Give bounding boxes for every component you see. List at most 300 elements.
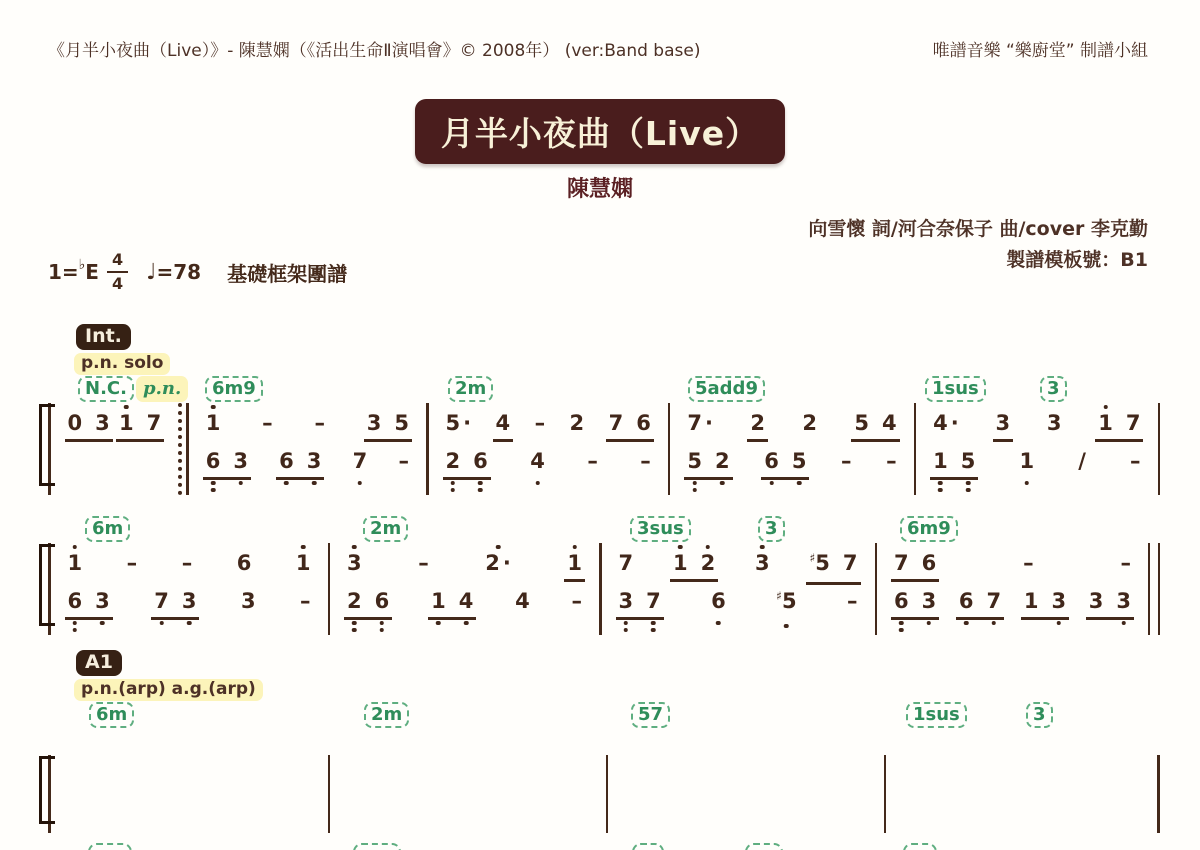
digit: – — [418, 551, 429, 575]
melody-row — [330, 551, 599, 585]
note-group — [637, 449, 654, 480]
digit: 3 — [1051, 589, 1067, 613]
augmentation-dot: · — [704, 411, 713, 435]
note-group — [569, 589, 586, 620]
note-digit — [933, 411, 959, 436]
octave-dots-below — [284, 478, 289, 485]
note-digit — [1098, 411, 1113, 436]
note-group — [395, 449, 412, 480]
section-label: A1 — [76, 650, 122, 676]
melody-row — [916, 411, 1157, 445]
digit: 2 — [445, 449, 461, 473]
note-digit — [854, 411, 869, 436]
note-digit — [882, 411, 897, 436]
note-digit — [459, 589, 474, 614]
note-digit — [68, 411, 83, 436]
note-digit — [922, 589, 937, 614]
digit: 4 — [515, 589, 530, 613]
note-digit — [95, 589, 110, 614]
octave-dot — [73, 545, 78, 550]
note-digit — [485, 551, 511, 576]
digit: – — [181, 551, 193, 575]
note-digit — [375, 589, 390, 614]
staff-line — [48, 403, 1160, 495]
digit: 5 — [791, 449, 807, 473]
quarter-note-icon: ♩ — [146, 259, 157, 285]
note-digit — [206, 449, 221, 474]
digit: 2 — [569, 411, 585, 435]
octave-dots-below — [938, 478, 943, 492]
chord-chip: 2m — [364, 702, 409, 728]
note-digit — [922, 551, 937, 576]
note-digit — [619, 589, 634, 614]
digit: 1 — [1023, 589, 1039, 613]
song-title-badge: 月半小夜曲（Live） — [415, 99, 785, 164]
note-group — [415, 551, 432, 582]
octave-dots-above — [352, 545, 357, 551]
octave-dot — [769, 481, 774, 486]
octave-dots-above — [572, 545, 577, 551]
octave-dot — [478, 481, 483, 486]
octave-dots-above — [760, 545, 765, 551]
instrument-annotation: p.n.(arp) a.g.(arp) — [74, 679, 263, 701]
melody-row — [51, 763, 328, 796]
measure — [916, 403, 1157, 495]
note-digit — [987, 589, 1002, 614]
dash-rest — [886, 449, 897, 474]
tempo-value: =78 — [156, 259, 202, 284]
credits-block — [808, 214, 1148, 276]
note-digit — [687, 449, 702, 474]
note-digit — [792, 449, 807, 474]
note-digit — [237, 551, 252, 576]
beamed-group — [203, 449, 251, 480]
beamed-group — [747, 411, 768, 442]
note-group — [527, 449, 548, 480]
dash-rest — [1130, 449, 1141, 474]
note-digit — [776, 589, 796, 617]
note-digit — [347, 589, 362, 614]
note-digit — [530, 449, 545, 474]
octave-dots-below — [1057, 618, 1062, 625]
octave-dot — [966, 488, 971, 493]
note-digit — [296, 551, 311, 576]
note-digit — [755, 551, 770, 576]
octave-dot — [651, 628, 656, 633]
beamed-group — [116, 411, 164, 442]
credits-composer: 向雪懷 詞/河合奈保子 曲/cover 李克勤 — [808, 218, 1148, 240]
melody-row — [189, 411, 426, 445]
octave-dots-above — [706, 545, 711, 551]
digit: 1 — [1019, 449, 1035, 473]
title-wrap — [0, 99, 1200, 164]
note-digit — [619, 551, 634, 576]
digit: 1 — [567, 551, 582, 575]
key-signature-prefix: 1= — [48, 260, 79, 284]
sharp-icon: ♯ — [809, 551, 816, 565]
note-digit — [515, 589, 530, 614]
digit: 7 — [687, 411, 702, 435]
digit: 6 — [636, 411, 651, 435]
octave-dot — [380, 628, 385, 633]
digit: 3 — [1116, 589, 1131, 613]
digit: – — [640, 449, 651, 473]
digit: 1 — [67, 551, 83, 575]
digit: – — [587, 449, 598, 473]
digit: 0 — [67, 411, 83, 435]
measure — [886, 755, 1157, 833]
note-digit — [570, 411, 585, 436]
system-bracket — [39, 404, 55, 486]
digit: 2 — [485, 551, 500, 575]
octave-dots-below — [464, 618, 469, 625]
note-digit — [567, 551, 582, 576]
note-digit — [959, 589, 974, 614]
digit: – — [300, 589, 311, 613]
digit: 3 — [1046, 411, 1062, 435]
digit: 3 — [921, 589, 937, 613]
note-digit — [154, 589, 169, 614]
note-digit — [996, 411, 1011, 436]
staff-line — [48, 543, 1160, 635]
octave-dots-below — [624, 618, 629, 632]
octave-dots-below — [1025, 478, 1030, 485]
chord-chip: 3sus — [630, 516, 691, 542]
digit: 7 — [608, 411, 624, 435]
system-bracket — [39, 756, 55, 824]
octave-dots-above — [73, 545, 78, 551]
dash-rest — [535, 411, 546, 436]
note-digit — [673, 551, 688, 576]
octave-dot — [624, 628, 629, 633]
octave-dot — [211, 405, 216, 410]
chord-chip: 6m — [89, 702, 134, 728]
octave-dot — [352, 545, 357, 550]
beamed-group — [65, 589, 113, 620]
note-digit — [1024, 589, 1039, 614]
octave-dot — [464, 621, 469, 626]
beamed-group — [684, 449, 732, 480]
octave-dot — [692, 481, 697, 486]
note-digit — [206, 411, 221, 436]
chord-chip: 6m9 — [900, 516, 958, 542]
octave-dot — [899, 621, 904, 626]
note-group — [259, 411, 276, 442]
note-digit — [715, 449, 730, 474]
note-digit — [119, 411, 134, 436]
note-digit — [961, 449, 976, 474]
beamed-group — [616, 589, 664, 620]
octave-dot — [352, 628, 357, 633]
digit: 7 — [1125, 411, 1141, 435]
digit: 4 — [458, 589, 474, 613]
note-group — [350, 449, 371, 480]
digit: – — [1023, 551, 1034, 575]
time-signature-denominator: 4 — [111, 274, 124, 293]
accompaniment-row — [886, 800, 1157, 833]
octave-dot — [678, 545, 683, 550]
note-digit — [636, 411, 651, 436]
beamed-group — [1021, 589, 1069, 620]
note-digit — [809, 551, 829, 579]
dash-rest — [182, 551, 193, 576]
octave-dots-below — [899, 618, 904, 632]
augmentation-dot: · — [950, 411, 959, 435]
digit: 5 — [687, 449, 702, 473]
digit: – — [1130, 449, 1141, 473]
digit: 6 — [236, 551, 252, 575]
beamed-group — [65, 411, 113, 442]
double-barline — [1148, 543, 1160, 635]
octave-dots-below — [187, 618, 192, 625]
note-digit — [307, 449, 322, 474]
melody-row — [602, 551, 875, 585]
octave-dot — [124, 405, 129, 410]
octave-dots-below — [651, 618, 656, 632]
digit: 4 — [882, 411, 897, 435]
digit: 3 — [1088, 589, 1104, 613]
octave-dots-below — [478, 478, 483, 492]
digit: 5 — [960, 449, 976, 473]
digit: – — [534, 411, 546, 435]
digit: 6 — [473, 449, 488, 473]
digit: 6 — [894, 589, 909, 613]
digit: 6 — [711, 589, 726, 613]
octave-dot — [73, 628, 78, 633]
octave-dot — [720, 481, 725, 486]
digit: 1 — [431, 589, 446, 613]
digit: – — [314, 411, 325, 435]
chord-row — [48, 516, 1160, 543]
measure — [51, 543, 328, 635]
octave-dot — [760, 545, 765, 550]
digit: 7 — [154, 589, 169, 613]
octave-dots-below — [692, 478, 697, 492]
measure — [51, 755, 328, 833]
melody-row — [608, 763, 883, 796]
note-group — [512, 589, 533, 620]
digit: / — [1078, 449, 1086, 473]
beamed-group — [564, 551, 585, 582]
octave-dot — [358, 481, 363, 486]
beamed-group — [443, 449, 491, 480]
augmentation-dot: · — [502, 551, 511, 575]
beamed-group — [806, 551, 860, 585]
digit: – — [262, 411, 273, 435]
dash-rest — [572, 589, 583, 614]
chord-row — [48, 702, 1160, 729]
digit: 2 — [347, 589, 362, 613]
octave-dot — [624, 621, 629, 626]
octave-dot — [100, 621, 105, 626]
note-digit — [1047, 411, 1062, 436]
digit: 1 — [672, 551, 688, 575]
note-group — [752, 551, 773, 582]
octave-dot — [716, 621, 721, 626]
note-group — [799, 411, 820, 442]
note-digit — [894, 589, 909, 614]
note-group — [238, 589, 259, 620]
note-group — [124, 551, 141, 582]
chord-chip: 6m9 — [205, 376, 263, 402]
octave-dots-below — [436, 618, 441, 625]
note-group — [1117, 551, 1134, 582]
note-group — [838, 449, 855, 480]
score-system — [48, 324, 1160, 495]
octave-dots-above — [678, 545, 683, 551]
note-digit — [1116, 589, 1131, 614]
accompaniment-row — [602, 589, 875, 623]
octave-dot — [964, 621, 969, 626]
melody-row — [886, 763, 1157, 796]
octave-dots-below — [238, 478, 243, 485]
partial-chord-chip — [88, 843, 132, 850]
dash-rest — [1023, 551, 1034, 576]
octave-dots-below — [720, 478, 725, 485]
system-bracket — [39, 544, 55, 626]
octave-dots-below — [716, 618, 721, 625]
digit: 7 — [894, 551, 909, 575]
octave-dot — [1121, 621, 1126, 626]
note-digit — [394, 411, 409, 436]
octave-dot — [1057, 621, 1062, 626]
digit: 3 — [995, 411, 1011, 435]
octave-dot — [312, 481, 317, 486]
chord-chip: 3 — [1026, 702, 1053, 728]
instrument-annotation: p.n. solo — [74, 353, 170, 375]
digit: 5 — [815, 551, 830, 575]
repeat-slash — [1078, 449, 1086, 474]
beamed-group — [151, 589, 199, 620]
octave-dots-below — [211, 478, 216, 492]
digit: 3 — [366, 411, 382, 435]
beamed-group — [1086, 589, 1134, 620]
note-digit — [701, 551, 716, 576]
beamed-group — [930, 449, 978, 480]
octave-dot — [451, 481, 456, 486]
octave-dot — [938, 481, 943, 486]
digit: 3 — [233, 449, 248, 473]
chord-chip: 5add9 — [688, 376, 765, 402]
digit: 6 — [374, 589, 390, 613]
digit: 5 — [854, 411, 870, 435]
octave-dot — [380, 621, 385, 626]
accompaniment-row — [670, 449, 913, 483]
partial-chord-chip — [903, 843, 937, 850]
octave-dot — [535, 481, 540, 486]
dash-rest — [847, 589, 858, 614]
beamed-group — [891, 589, 939, 620]
partial-chord-chip — [745, 843, 783, 850]
beamed-group — [851, 411, 899, 442]
barline — [1158, 403, 1161, 495]
digit: 7 — [842, 551, 858, 575]
measure — [330, 543, 599, 635]
octave-dots-below — [784, 621, 789, 628]
note-digit — [241, 589, 256, 614]
accompaniment-row — [877, 589, 1148, 623]
digit: 3 — [618, 589, 634, 613]
melody-row — [51, 411, 179, 445]
chord-chip: p.n. — [136, 376, 188, 402]
octave-dots-below — [380, 618, 385, 632]
octave-dots-below — [358, 478, 363, 485]
digit: 2 — [700, 551, 716, 575]
beamed-group — [344, 589, 392, 620]
note-digit — [1051, 589, 1066, 614]
octave-dots-below — [352, 618, 357, 632]
note-group — [311, 411, 328, 442]
accompaniment-row — [916, 449, 1157, 483]
dash-rest — [1120, 551, 1131, 576]
time-signature-numerator: 4 — [107, 251, 128, 273]
note-digit — [933, 449, 948, 474]
beamed-group — [1095, 411, 1143, 442]
header-publisher: 唯譜音樂 “樂廚堂” 制譜小組 — [932, 41, 1148, 61]
octave-dot — [572, 545, 577, 550]
partial-chord-chip — [632, 843, 664, 850]
octave-dot — [211, 481, 216, 486]
digit: 3 — [95, 411, 110, 435]
octave-dot — [706, 545, 711, 550]
octave-dot — [899, 628, 904, 633]
chord-chip: 3 — [1040, 376, 1067, 402]
note-digit — [764, 449, 779, 474]
beamed-group — [891, 551, 939, 582]
digit: 2 — [714, 449, 730, 473]
digit: 1 — [933, 449, 948, 473]
digit: 6 — [67, 589, 83, 613]
digit: 7 — [986, 589, 1002, 613]
octave-dots-below — [312, 478, 317, 485]
note-group — [1017, 449, 1038, 480]
dashed-barline — [178, 403, 182, 495]
chord-chip: 2m — [448, 376, 493, 402]
measure — [877, 543, 1148, 635]
note-group — [297, 589, 314, 620]
dash-rest — [398, 449, 409, 474]
note-group — [203, 411, 224, 442]
beamed-group — [761, 449, 809, 480]
octave-dot — [451, 488, 456, 493]
barline — [1157, 755, 1160, 833]
accompaniment-row — [189, 449, 426, 483]
note-digit — [95, 411, 110, 436]
next-line-partial-chords — [48, 843, 1160, 850]
digit: – — [398, 449, 409, 473]
dash-rest — [314, 411, 325, 436]
octave-dots-below — [769, 478, 774, 485]
digit: – — [126, 551, 138, 575]
octave-dot — [692, 488, 697, 493]
flat-icon: ♭ — [78, 257, 86, 273]
section-label: Int. — [76, 324, 131, 350]
measure — [608, 755, 883, 833]
melody-row — [670, 411, 913, 445]
octave-dot — [352, 621, 357, 626]
note-group — [684, 411, 716, 442]
digit: 3 — [347, 551, 362, 575]
measure — [330, 755, 605, 833]
accompaniment-row — [608, 800, 883, 833]
octave-dot — [159, 621, 164, 626]
chord-chip: 57 — [631, 702, 670, 728]
dash-rest — [262, 411, 273, 436]
note-digit — [1126, 411, 1141, 436]
augmentation-dot: · — [463, 411, 472, 435]
chord-chip: 1sus — [925, 376, 986, 402]
digit: 3 — [755, 551, 770, 575]
